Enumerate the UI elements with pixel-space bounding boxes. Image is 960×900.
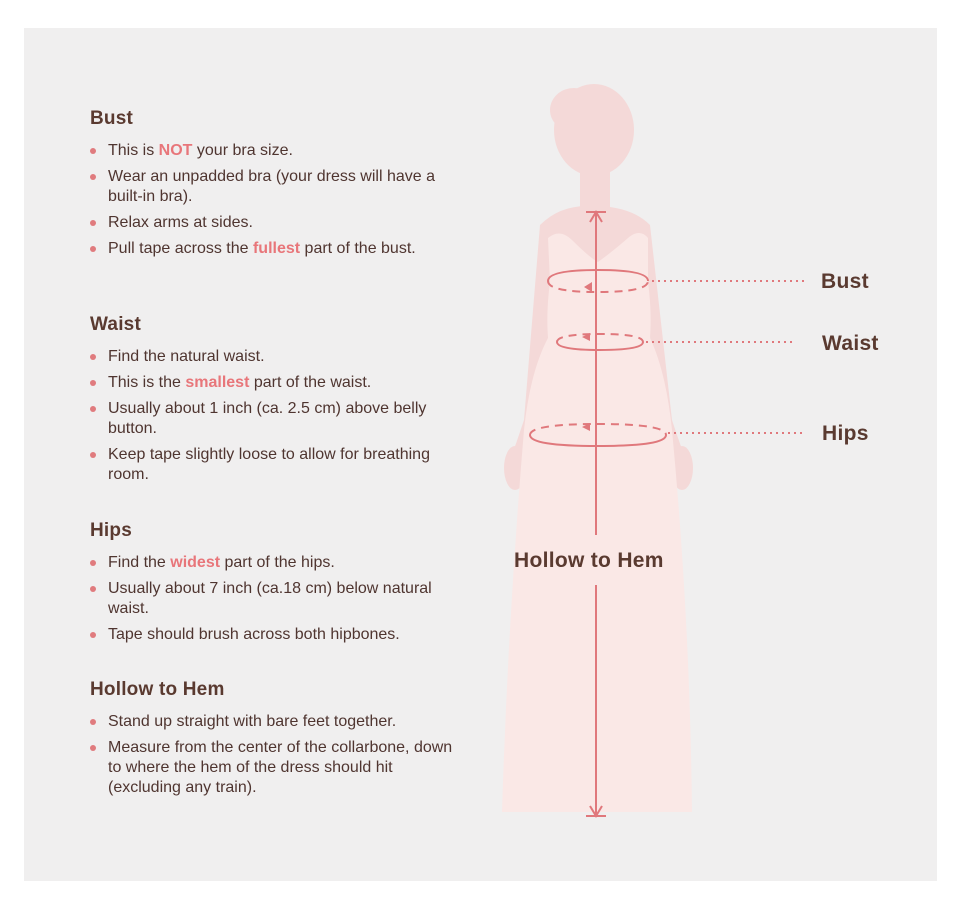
bullet-item: Find the widest part of the hips. <box>90 553 460 573</box>
bullet-item: Measure from the center of the collarbone, down to where the hem of the dress should hit (excluding any train). <box>90 738 460 798</box>
bullet-item: Tape should brush across both hipbones. <box>90 625 460 645</box>
bullet-item: Keep tape slightly loose to allow for breathing room. <box>90 445 460 485</box>
bullet-item: Find the natural waist. <box>90 347 460 367</box>
bullet-item: Wear an unpadded bra (your dress will have a built-in bra). <box>90 167 460 207</box>
section-heading: Bust <box>90 108 134 129</box>
waist-label: Waist <box>822 332 879 355</box>
section-heading: Hollow to Hem <box>90 679 225 700</box>
bullet-item: Pull tape across the fullest part of the bust. <box>90 239 460 259</box>
highlight-word: fullest <box>252 240 301 257</box>
bullet-item: This is the smallest part of the waist. <box>90 373 460 393</box>
hollow-to-hem-label: Hollow to Hem <box>514 549 664 572</box>
hair <box>550 88 598 132</box>
highlight-word: smallest <box>185 374 250 391</box>
section-heading: Waist <box>90 314 141 335</box>
neck <box>580 168 610 210</box>
highlight-word: NOT <box>158 142 193 159</box>
section-heading: Hips <box>90 520 132 541</box>
bullet-item: Stand up straight with bare feet together. <box>90 712 460 732</box>
bullet-item: Usually about 7 inch (ca.18 cm) below natural waist. <box>90 579 460 619</box>
bust-label: Bust <box>821 270 869 293</box>
bullet-item: Usually about 1 inch (ca. 2.5 cm) above belly button. <box>90 399 460 439</box>
highlight-word: widest <box>170 554 221 571</box>
hips-label: Hips <box>822 422 869 445</box>
bullet-item: This is NOT your bra size. <box>90 141 460 161</box>
bullet-item: Relax arms at sides. <box>90 213 460 233</box>
